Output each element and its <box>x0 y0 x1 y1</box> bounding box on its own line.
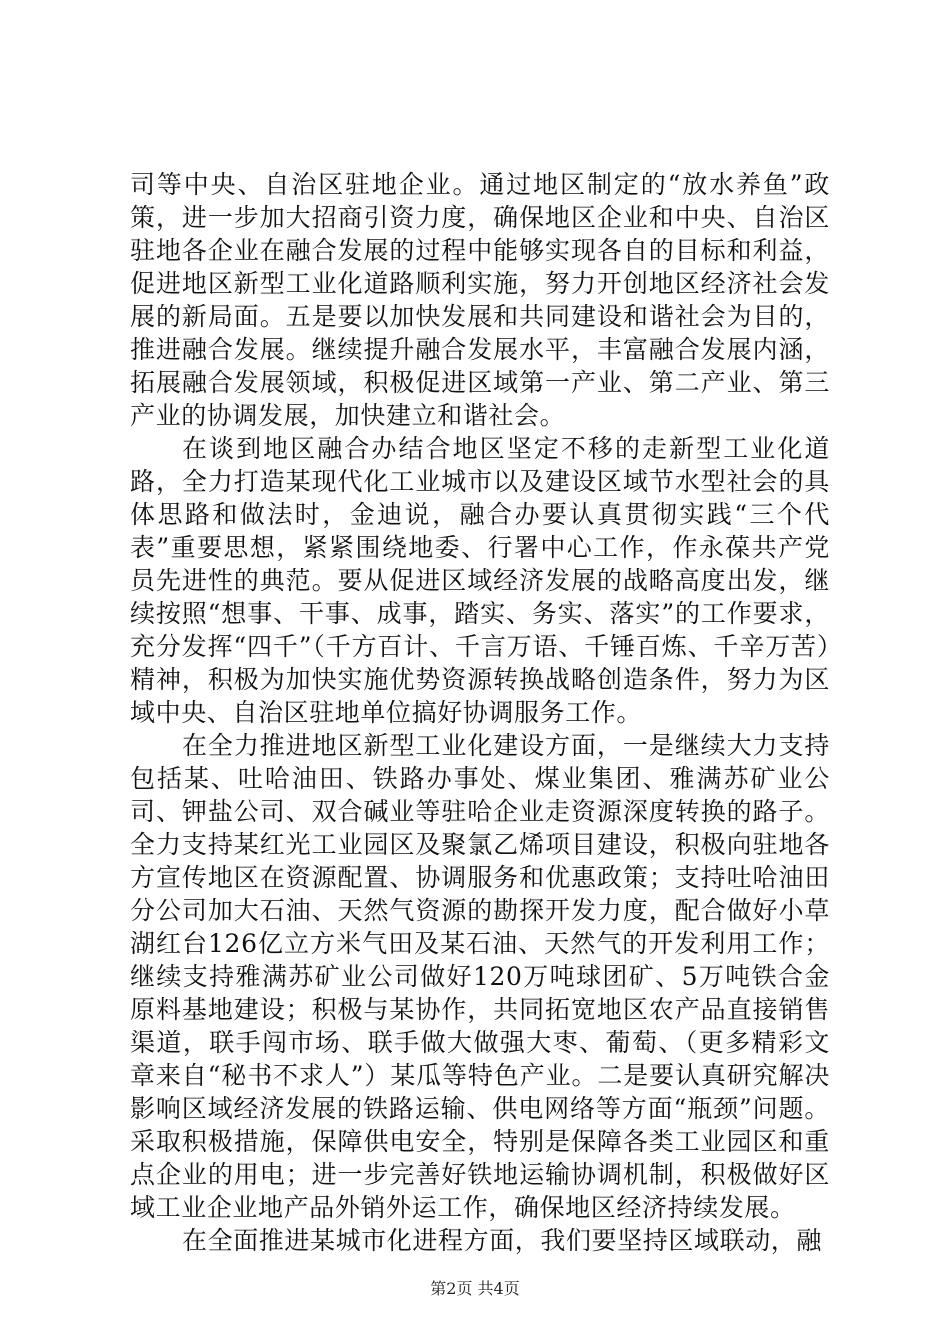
paragraph-industrialization: 在全力推进地区新型工业化建设方面，一是继续大力支持包括某、吐哈油田、铁路办事处、煤业集团、雅满苏矿业公司、钾盐公司、双合碱业等驻哈企业走资源深度转换的路子。全力支持某红光工业园区及聚氯乙烯项目建设，积极向驻地各方宣传地区在资源配置、协调服务和优惠政策；支持吐哈油田分公司加大石油、天然气资源的勘探开发力度，配合做好小草湖红台126亿立方米气田及某石油、天然气的开发利用工作；继续支持雅满苏矿业公司做好120万吨球团矿、5万吨铁合金原料基地建设；积极与某协作，共同拓宽地区农产品直接销售渠道，联手闯市场、联手做大做强大枣、葡萄、（更多精彩文章来自“秘书不求人”）某瓜等特色产业。二是要认真研究解决影响区域经济发展的铁路运输、供电网络等方面“瓶颈”问题。采取积极措施，保障供电安全，特别是保障各类工业园区和重点企业的用电；进一步完善好铁地运输协调机制，积极做好区域工业企业地产品外销外运工作，确保地区经济持续发展。 <box>130 731 830 1222</box>
page-footer: 第2页 共4页 <box>430 1279 520 1298</box>
paragraph-fusion-office: 在谈到地区融合办结合地区坚定不移的走新型工业化道路，全力打造某现代化工业城市以及建设区域节水型社会的具体思路和做法时，金迪说，融合办要认真贯彻实践“三个代表”重要思想，紧紧围绕地委、行署中心工作，作永葆共产党员先进性的典范。要从促进区域经济发展的战略高度出发，继续按照“想事、干事、成事，踏实、务实、落实”的工作要求，充分发挥“四千”（千方百计、千言万语、千锤百炼、千辛万苦）精神，积极为加快实施优势资源转换战略创造条件，努力为区域中央、自治区驻地单位搞好协调服务工作。 <box>130 434 830 727</box>
body-text <box>130 168 830 1257</box>
paragraph-continuation: 司等中央、自治区驻地企业。通过地区制定的“放水养鱼”政策，进一步加大招商引资力度，确保地区企业和中央、自治区驻地各企业在融合发展的过程中能够实现各自的目标和利益，促进地区新型工业化道路顺利实施，努力开创地区经济社会发展的新局面。五是要以加快发展和共同建设和谐社会为目的，推进融合发展。继续提升融合发展水平，丰富融合发展内涵，拓展融合发展领域，积极促进区域第一产业、第二产业、第三产业的协调发展，加快建立和谐社会。 <box>130 170 830 430</box>
paragraph-urbanization: 在全面推进某城市化进程方面，我们要坚持区域联动，融 <box>182 1226 823 1255</box>
